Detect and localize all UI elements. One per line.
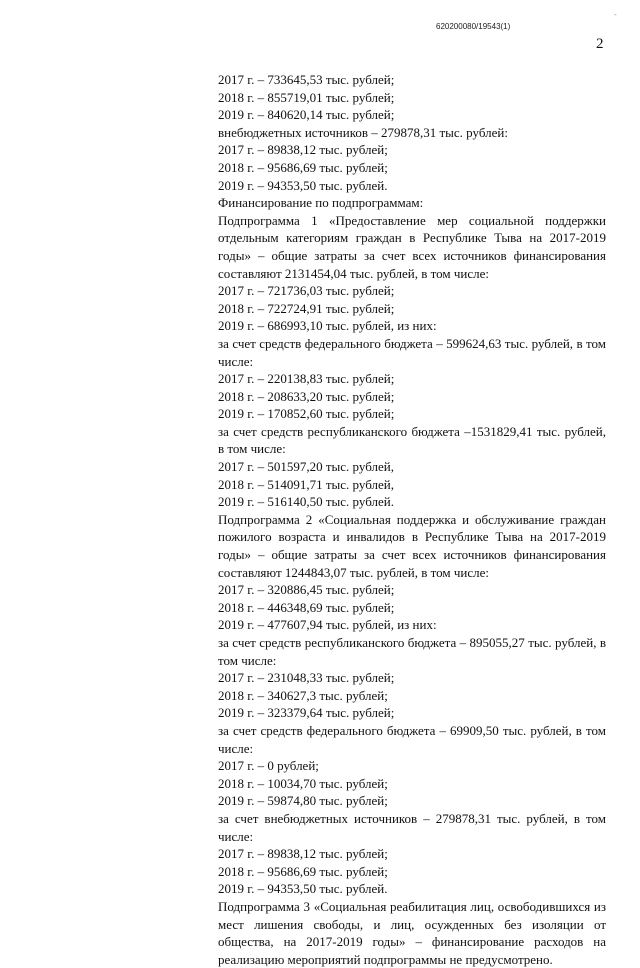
subprogram-2-extrabudgetary: за счет внебюджетных источников – 279878,31 тыс. рублей, в том числе:	[218, 810, 606, 844]
body-text	[218, 71, 606, 968]
text-line: 2018 г. – 340627,3 тыс. рублей;	[218, 687, 388, 703]
text-line: 2017 г. – 501597,20 тыс. рублей,	[218, 459, 394, 475]
text-line: 2019 г. – 170852,60 тыс. рублей;	[218, 406, 395, 422]
text-line: 2019 г. – 840620,14 тыс. рублей;	[218, 107, 395, 123]
text-line: 2019 г. – 59874,80 тыс. рублей;	[218, 793, 388, 809]
text-line: 2018 г. – 514091,71 тыс. рублей,	[218, 476, 394, 492]
text-line: 2017 г. – 733645,53 тыс. рублей;	[218, 72, 395, 87]
text-line: 2019 г. – 686993,10 тыс. рублей, из них:	[218, 318, 437, 334]
subprogram-2-federal: за счет средств федерального бюджета – 69909,50 тыс. рублей, в том числе:	[218, 722, 606, 756]
text-line: 2017 г. – 721736,03 тыс. рублей;	[218, 283, 395, 299]
text-line: 2018 г. – 722724,91 тыс. рублей;	[218, 300, 395, 316]
text-line: 2017 г. – 220138,83 тыс. рублей;	[218, 371, 395, 387]
subprogram-2-republic: за счет средств республиканского бюджета – 895055,27 тыс. рублей, в том числе:	[218, 635, 606, 668]
document-code: 620200080/19543(1)	[436, 22, 511, 31]
text-line: 2018 г. – 10034,70 тыс. рублей;	[218, 775, 388, 791]
text-line: 2019 г. – 94353,50 тыс. рублей.	[218, 881, 388, 897]
text-line: 2019 г. – 323379,64 тыс. рублей;	[218, 705, 395, 721]
corner-mark: -	[614, 10, 617, 19]
text-line: 2019 г. – 516140,50 тыс. рублей.	[218, 494, 394, 510]
text-line: 2018 г. – 95686,69 тыс. рублей;	[218, 863, 388, 879]
text-line: внебюджетных источников – 279878,31 тыс. рублей:	[218, 124, 508, 140]
section-heading: Финансирование по подпрограммам:	[218, 195, 424, 211]
subprogram-3-paragraph: Подпрограмма 3 «Социальная реабилитация лиц, освободившихся из мест лишения свободы, и лиц, осужденных без изоляции от общества, на 2017-2019 годы» – финансирование расходов на реализацию мероприятий подпрограммы не предусмотрено.	[218, 898, 606, 967]
subprogram-1-federal: за счет средств федерального бюджета – 599624,63 тыс. рублей, в том числе:	[218, 335, 606, 369]
page-number: 2	[596, 36, 604, 52]
text-line: 2018 г. – 95686,69 тыс. рублей;	[218, 159, 388, 175]
text-line: 2019 г. – 94353,50 тыс. рублей.	[218, 177, 388, 193]
text-line: 2018 г. – 208633,20 тыс. рублей;	[218, 388, 395, 404]
subprogram-1-intro: Подпрограмма 1 «Предоставление мер социальной поддержки отдельным категориям граждан в Республике Тыва на 2017-2019 годы» – общие затраты за счет всех источников финансирования составляют 2131454,04 тыс. рублей, в том числе:	[218, 212, 606, 281]
text-line: 2017 г. – 231048,33 тыс. рублей;	[218, 670, 395, 686]
text-line: 2017 г. – 0 рублей;	[218, 758, 319, 774]
text-line: 2017 г. – 89838,12 тыс. рублей;	[218, 846, 388, 862]
text-line: 2018 г. – 446348,69 тыс. рублей;	[218, 599, 395, 615]
subprogram-2-intro: Подпрограмма 2 «Социальная поддержка и обслуживание граждан пожилого возраста и инвалидов в Республике Тыва на 2017-2019 годы» – общие затраты за счет всех источников финансирования составляют 1244843,07 тыс. рублей, в том числе:	[218, 511, 606, 580]
text-line: 2017 г. – 89838,12 тыс. рублей;	[218, 142, 388, 158]
text-line: 2018 г. – 855719,01 тыс. рублей;	[218, 89, 395, 105]
text-line: 2017 г. – 320886,45 тыс. рублей;	[218, 582, 395, 598]
text-line: 2019 г. – 477607,94 тыс. рублей, из них:	[218, 617, 437, 633]
subprogram-1-republic: за счет средств республиканского бюджета –1531829,41 тыс. рублей, в том числе:	[218, 423, 606, 457]
